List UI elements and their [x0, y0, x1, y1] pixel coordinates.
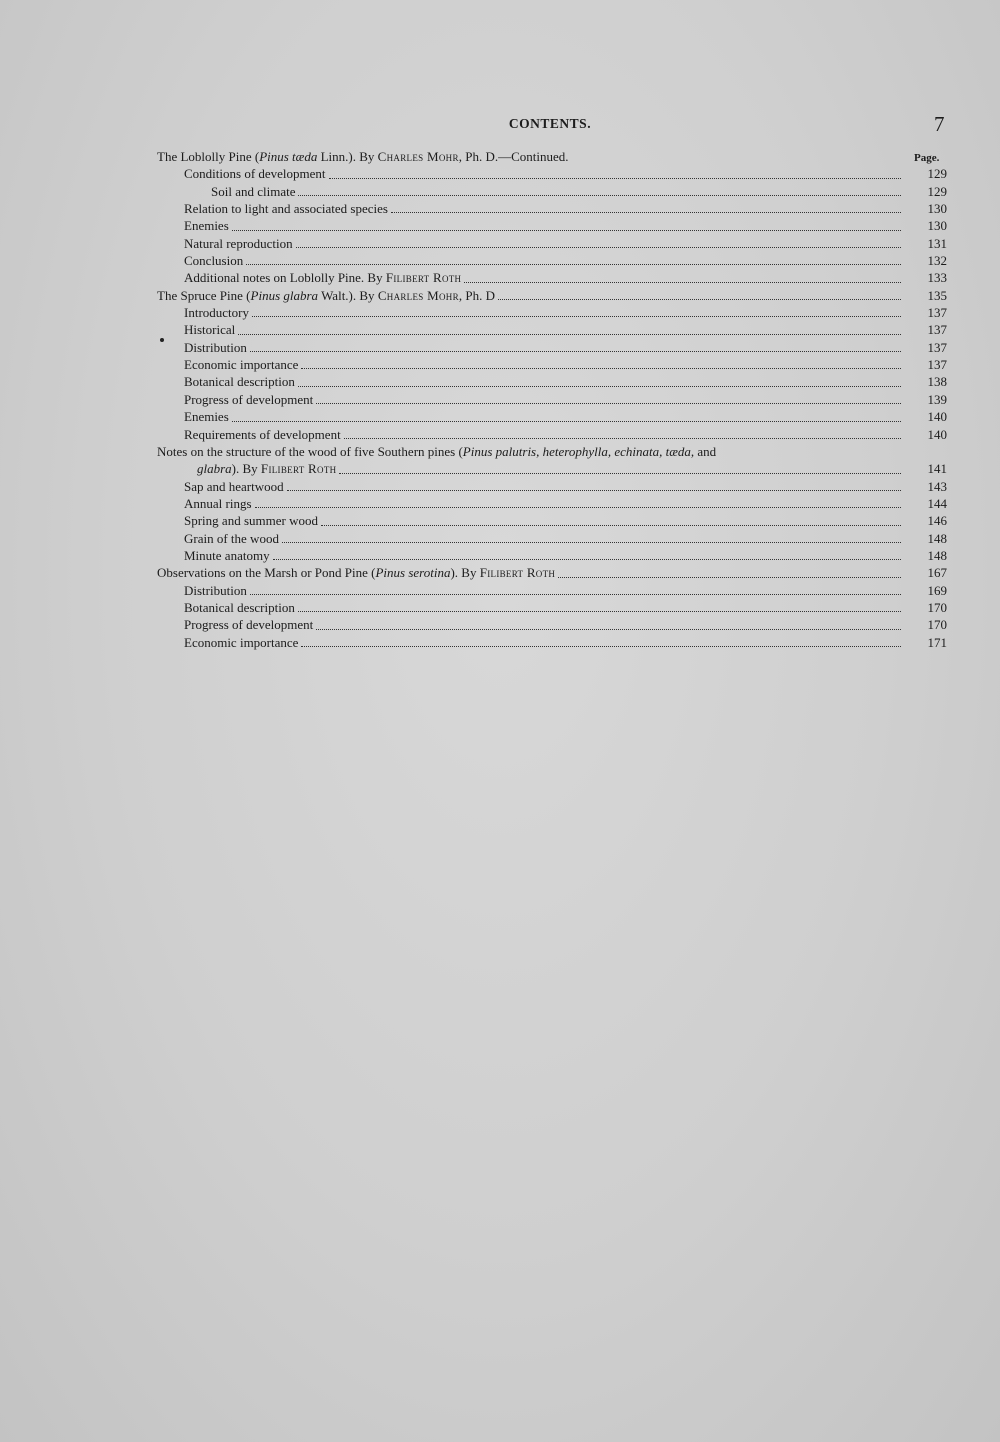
toc-entry[interactable] — [157, 582, 947, 599]
toc-entry[interactable] — [157, 339, 947, 356]
toc-entry-page: 140 — [927, 409, 947, 425]
dot-leader — [250, 350, 901, 352]
toc-entry[interactable] — [157, 200, 947, 217]
toc-entry-title: Soil and climate — [211, 183, 296, 199]
latin-name: glabra — [197, 461, 232, 477]
heading-text: , Ph. D.—Continued. — [458, 149, 569, 164]
toc-entry-title: Minute anatomy — [184, 547, 270, 563]
dot-leader — [301, 645, 901, 647]
toc-entry-title: Additional notes on Loblolly Pine. By — [184, 270, 386, 286]
toc-entry[interactable] — [157, 235, 947, 252]
heading-text: Notes on the structure of the wood of five Southern pines ( — [157, 443, 463, 459]
author-name: Charles Mohr — [377, 287, 459, 303]
toc-entry[interactable] — [157, 252, 947, 269]
latin-name: Pinus serotina — [375, 565, 451, 581]
toc-entry[interactable] — [157, 408, 947, 425]
dot-leader — [298, 385, 901, 387]
dot-leader — [252, 315, 901, 317]
toc-entry-title: Distribution — [184, 582, 247, 598]
toc-entry[interactable] — [157, 373, 947, 390]
dot-leader — [298, 610, 901, 612]
latin-name: Pinus glabra — [250, 287, 319, 303]
heading-text: ). By — [450, 565, 480, 581]
toc-entry-page: 170 — [927, 599, 947, 615]
toc-entry[interactable] — [157, 217, 947, 234]
toc-entry[interactable] — [157, 616, 947, 633]
toc-entry[interactable] — [157, 634, 947, 651]
toc-entry-title: Spring and summer wood — [184, 513, 318, 529]
author-name: Charles Mohr — [377, 149, 459, 164]
toc-entry[interactable] — [157, 547, 947, 564]
heading-text: Observations on the Marsh or Pond Pine ( — [157, 565, 376, 581]
dot-leader — [498, 298, 901, 300]
table-of-contents — [157, 148, 947, 651]
toc-entry[interactable] — [157, 512, 947, 529]
dot-leader — [464, 281, 901, 283]
toc-entry-page: 132 — [927, 253, 947, 269]
dot-leader — [232, 229, 901, 231]
dot-leader — [558, 576, 901, 578]
page-column-label: Page. — [914, 152, 940, 164]
toc-entry-page: 138 — [927, 374, 947, 390]
toc-entry-page: 141 — [927, 461, 947, 477]
toc-entry-title: Distribution — [184, 339, 247, 355]
toc-entry-title: Natural reproduction — [184, 235, 293, 251]
toc-entry-title: Enemies — [184, 409, 229, 425]
dot-leader — [391, 211, 901, 213]
dot-leader — [287, 489, 901, 491]
toc-entry-title: Sap and heartwood — [184, 478, 284, 494]
toc-entry-page: 130 — [927, 201, 947, 217]
heading-text: The Loblolly Pine ( — [157, 149, 260, 164]
heading-text: , Ph. D — [458, 287, 496, 303]
toc-entry[interactable] — [157, 304, 947, 321]
toc-entry-page: 140 — [927, 426, 947, 442]
toc-entry-page: 170 — [927, 617, 947, 633]
dot-leader — [296, 246, 901, 248]
toc-entry[interactable] — [157, 391, 947, 408]
latin-name: Pinus palutris, heterophylla, echinata, tæda, — [462, 443, 695, 459]
toc-entry-page: 143 — [927, 478, 947, 494]
dot-leader — [301, 367, 901, 369]
toc-entry-title: Economic importance — [184, 357, 299, 373]
dot-leader — [250, 593, 901, 595]
heading-text: The Spruce Pine ( — [157, 287, 251, 303]
dot-leader — [298, 194, 901, 196]
dot-leader — [232, 420, 901, 422]
toc-entry-page: 148 — [927, 530, 947, 546]
dot-leader — [316, 628, 901, 630]
heading-text: and — [694, 443, 717, 459]
toc-entry[interactable] — [157, 495, 947, 512]
heading-text: ). By — [231, 461, 261, 477]
toc-entry-title: Relation to light and associated species — [184, 201, 388, 217]
toc-entry[interactable] — [157, 165, 947, 182]
latin-name: Pinus tæda — [259, 149, 318, 164]
toc-entry[interactable] — [157, 478, 947, 495]
toc-entry-title: Annual rings — [184, 495, 252, 511]
loblolly-entries — [157, 165, 947, 286]
page-title: CONTENTS. — [508, 116, 592, 131]
spruce-entries — [157, 304, 947, 443]
toc-section-heading-notes-continued[interactable] — [157, 460, 947, 477]
toc-section-heading-notes[interactable] — [157, 443, 947, 460]
toc-entry-page: 139 — [927, 391, 947, 407]
toc-entry-title: Requirements of development — [184, 426, 341, 442]
toc-entry-page: 167 — [927, 565, 947, 581]
dot-leader — [273, 558, 901, 560]
dot-leader — [246, 263, 901, 265]
dot-leader — [282, 541, 901, 543]
toc-entry[interactable] — [157, 321, 947, 338]
toc-entry-page: 144 — [927, 495, 947, 511]
toc-section-heading-marsh[interactable] — [157, 564, 947, 581]
author-name: Filibert Roth — [260, 461, 337, 477]
dot-leader — [339, 472, 901, 474]
toc-entry-title: Botanical description — [184, 374, 295, 390]
toc-entry-title: Grain of the wood — [184, 530, 279, 546]
toc-entry-title: Progress of development — [184, 391, 314, 407]
toc-entry[interactable] — [157, 530, 947, 547]
toc-entry-page: 137 — [927, 339, 947, 355]
heading-text: Linn.). By — [317, 149, 378, 164]
running-header — [0, 112, 1000, 136]
toc-entry-page: 169 — [927, 582, 947, 598]
toc-entry-page: 135 — [927, 287, 947, 303]
author-name: Filibert Roth — [479, 565, 556, 581]
page-number: 7 — [934, 112, 945, 136]
notes-entries — [157, 478, 947, 565]
toc-entry-title: Introductory — [184, 305, 249, 321]
toc-entry-page: 171 — [927, 634, 947, 650]
toc-entry-page: 131 — [927, 235, 947, 251]
toc-entry-page: 148 — [927, 547, 947, 563]
toc-entry-page: 137 — [927, 305, 947, 321]
heading-text: Walt.). By — [318, 287, 378, 303]
toc-entry-page: 137 — [927, 357, 947, 373]
dot-leader — [316, 402, 901, 404]
toc-entry-title: Enemies — [184, 218, 229, 234]
dot-leader — [321, 524, 901, 526]
dot-leader — [255, 506, 901, 508]
toc-entry-title: Economic importance — [184, 634, 299, 650]
dot-leader — [329, 177, 901, 179]
toc-entry-additional-notes[interactable] — [157, 269, 947, 286]
toc-entry[interactable] — [157, 599, 947, 616]
toc-entry-page: 137 — [927, 322, 947, 338]
toc-entry-page: 130 — [927, 218, 947, 234]
toc-entry[interactable] — [157, 426, 947, 443]
toc-entry-title: Progress of development — [184, 617, 314, 633]
toc-entry-page: 133 — [927, 270, 947, 286]
toc-section-heading-spruce[interactable] — [157, 287, 947, 304]
toc-entry-title: Conclusion — [184, 253, 244, 269]
toc-entry-title: Conditions of development — [184, 166, 326, 182]
toc-entry[interactable] — [157, 356, 947, 373]
toc-entry-title: Historical — [184, 322, 236, 338]
toc-entry[interactable] — [157, 183, 947, 200]
author-name: Filibert Roth — [385, 270, 462, 286]
toc-section-heading-loblolly — [157, 148, 947, 165]
dot-leader — [344, 437, 901, 439]
toc-entry-page: 129 — [927, 183, 947, 199]
toc-entry-title: Botanical description — [184, 599, 295, 615]
dot-leader — [238, 333, 901, 335]
marsh-entries — [157, 582, 947, 651]
toc-entry-page: 146 — [927, 513, 947, 529]
toc-entry-page: 129 — [927, 166, 947, 182]
